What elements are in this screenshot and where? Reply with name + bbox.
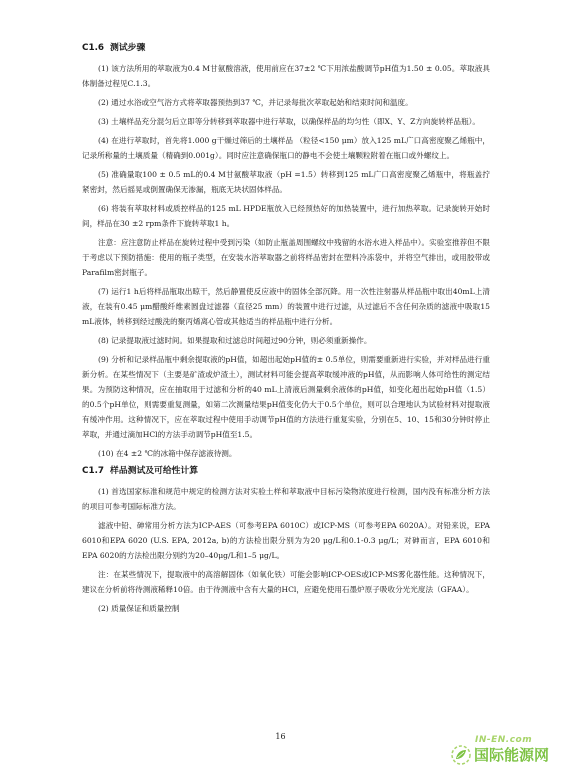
watermark [451,735,549,765]
paragraph-note-contamination: 注意：应注意防止样品在旋转过程中受到污染（如防止瓶盖周围螺纹中残留的水浴水进入样品中）。实验室推荐但不限于考虑以下预防措施：使用的瓶子类型，在安装水浴萃取器之前将样品密封在塑料冷冻袋中，并将空气排出，或用胶带或Parafilm密封瓶子。 [82,238,490,277]
paragraph-step-1: (1) 该方法所用的萃取液为0.4 M甘氨酸溶液，使用前应在37±2 ℃下用浓盐酸调节pH值为1.50 ± 0.05。萃取液具体制备过程见C.1.3。 [82,64,490,88]
paragraph-step-10: (10) 在4 ±2 ℃的冰箱中保存滤液待测。 [98,449,237,458]
section-heading-c17 [82,465,490,477]
paragraph-step-4: (4) 在进行萃取时，首先将1.000 g干燥过筛后的土壤样品 （粒径<150 μm）放入125 mL广口高密度聚乙烯瓶中，记录所称量的土壤质量（精确到0.001g）。同时应注意确保瓶口的静电不会使土壤颗粒附着在瓶口或外螺纹上。 [82,136,490,160]
paragraph-step-5: (5) 准确量取100 ± 0.5 mL的0.4 M甘氨酸萃取液（pH =1.5）转移到125 mL广口高密度聚乙烯瓶中，将瓶盖拧紧密封，然后摇晃或倒置确保无渗漏，瓶底无块状固体样品。 [82,170,490,194]
paragraph-methods: 滤液中铅、砷常用分析方法为ICP-AES（可参考EPA 6010C）或ICP-MS（可参考EPA 6020A）。对铅来说，EPA 6010和EPA 6020 (U.S. EPA, 2012a, b)的方法检出限分别为为20 μg/L和0.1-0.3 μg/L；对砷而言，EPA 6010和EPA 6020的方法检出限分别约为20–40μg/L和1–5 μg/L。 [82,521,490,560]
page-number: 16 [275,732,286,741]
paragraph-step-3: (3) 土壤样品充分混匀后立即等分转移到萃取器中进行萃取，以确保样品的均匀性（即X、Y、Z方向旋转样品瓶）。 [98,117,480,126]
page-content [82,42,490,620]
section-title: 测试步骤 [110,43,146,53]
section-number: C1.7 [82,466,105,476]
leaf-logo-icon [451,745,471,765]
paragraph-testing-2: (2) 质量保证和质量控制 [98,604,180,613]
paragraph-step-6: (6) 将装有萃取材料或质控样品的125 mL HPDE瓶放入已经预热好的加热装置中，进行加热萃取。记录旋转开始时间，样品在30 ±2 rpm条件下旋转萃取1 h。 [82,204,490,228]
watermark-url: IN-EN.com [474,735,533,745]
watermark-brand: 国际能源网 [473,746,549,764]
paragraph-testing-1: (1) 首选国家标准和规范中规定的检测方法对实验土样和萃取液中目标污染物浓度进行检测，国内没有标准分析方法的项目可参考国际标准方法。 [82,487,490,511]
paragraph-note-icp: 注：在某些情况下，提取液中的高溶解固体（如氧化铁）可能会影响ICP-OES或ICP-MS雾化器性能。这种情况下，建议在分析前将待测液稀释10倍。由于待测液中含有大量的HCl，应避免使用石墨炉原子吸收分光光度法（GFAA）。 [82,570,490,594]
section-number: C1.6 [82,43,105,53]
paragraph-step-8: (8) 记录提取液过滤时间。如果提取和过滤总时间超过90分钟，则必须重新操作。 [98,336,372,345]
paragraph-step-9: (9) 分析和记录样品瓶中剩余提取液的pH值，如超出起始pH值的± 0.5单位，则需要重新进行实验，并对样品进行重新分析。在某些情况下（主要是矿渣或炉渣土），测试材料可能会提高萃取缓冲液的pH值，从而影响人体可给性的测定结果。为预防这种情况，应在抽取用于过滤和分析的40 mL上清液后测量剩余液体的pH值，如变化超出起始pH值（1.5）的0.5个pH单位，则需要重复测量，如第二次测量结果pH值变化仍大于0.5个单位，则可以合理地认为试验材料对提取液有缓冲作用。这种情况下，应在萃取过程中使用手动调节pH值的方法进行重复实验，分别在5、10、15和30分钟时停止萃取，并通过滴加HCl的方法手动调节pH值至1.5。 [82,355,490,439]
paragraph-step-2: (2) 通过水浴或空气浴方式将萃取器预热到37 ℃，并记录每批次萃取起始和结束时间和温度。 [98,98,413,107]
paragraph-step-7: (7) 运行1 h后将样品瓶取出晾干，然后静置使反应液中的固体全部沉降。用一次性注射器从样品瓶中取出40mL上清液，在装有0.45 μm醋酸纤维素圆盘过滤器（直径25 mm）的装置中进行过滤，从过滤后不含任何杂质的滤液中吸取15 mL液体，转移到经过酸洗的聚丙烯离心管或其他适当的样品瓶中进行分析。 [82,287,490,326]
section-heading-c16 [82,42,490,54]
section-title: 样品测试及可给性计算 [110,466,199,476]
